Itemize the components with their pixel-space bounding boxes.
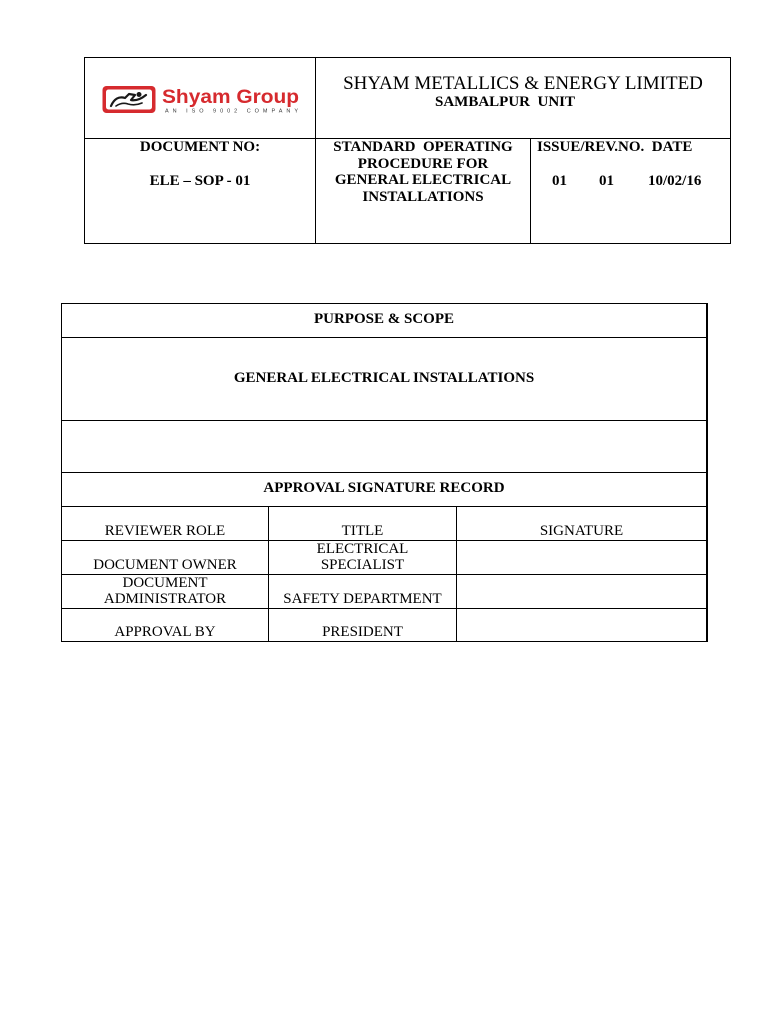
role-text: DOCUMENT OWNER [93,557,237,573]
table-row-title-cell [268,608,457,642]
logo-brand-text: Shyam Group [162,87,299,108]
issue-no-value: 01 [552,173,567,189]
title-text: SPECIALIST [320,557,405,573]
column-header-text: TITLE [341,523,384,539]
unit-name: SAMBALPUR UNIT [434,94,575,110]
column-header-text: REVIEWER ROLE [104,523,226,539]
sop-title-cell [315,138,531,244]
signature-cell [456,540,708,575]
purpose-heading-row [61,303,708,338]
column-header-signature [456,506,708,541]
logo-cell [84,57,316,139]
blank-line [85,156,315,173]
logo-tagline-text: AN ISO 9002 COMPANY [165,108,298,115]
empty-row [61,420,708,473]
table-row-role-cell [61,608,269,642]
column-header-text: SIGNATURE [539,523,624,539]
date-value: 10/02/16 [648,173,702,189]
role-text: APPROVAL BY [114,624,216,640]
sop-title-line: STANDARD OPERATING [333,139,513,155]
company-cell [315,57,731,139]
issue-rev-date-cell [530,138,731,244]
document-no-label: DOCUMENT NO: [139,139,261,155]
column-header-role [61,506,269,541]
approval-heading: APPROVAL SIGNATURE RECORD [263,480,505,496]
sop-title-line: INSTALLATIONS [362,189,484,206]
approval-heading-row [61,472,708,507]
logo-emblem-icon [103,86,156,113]
document-no-cell [84,138,316,244]
role-text: DOCUMENT [122,575,208,591]
scope-row [61,337,708,421]
signature-cell [456,608,708,642]
company-name: SHYAM METALLICS & ENERGY LIMITED [343,73,703,94]
scope-text: GENERAL ELECTRICAL INSTALLATIONS [233,370,535,386]
table-row-title-cell [268,540,457,575]
sop-title-line: PROCEDURE FOR [357,155,489,172]
column-header-title [268,506,457,541]
title-text: ELECTRICAL [316,541,409,557]
table-row-role-cell [61,540,269,575]
purpose-heading: PURPOSE & SCOPE [313,311,454,327]
signature-cell [456,574,708,609]
title-text: PRESIDENT [322,624,403,640]
sop-title-line: GENERAL ELECTRICAL [334,172,512,189]
document-no-value: ELE – SOP - 01 [149,173,251,189]
title-text: SAFETY DEPARTMENT [283,591,442,607]
table-row-role-cell [61,574,269,609]
document-no-text [85,139,315,190]
issue-rev-date-label: ISSUE/REV.NO. DATE [537,139,693,155]
rev-no-value: 01 [599,173,614,189]
role-text: ADMINISTRATOR [103,591,227,607]
shyam-group-logo [102,85,299,115]
sop-title-text [316,139,530,206]
table-row-title-cell [268,574,457,609]
